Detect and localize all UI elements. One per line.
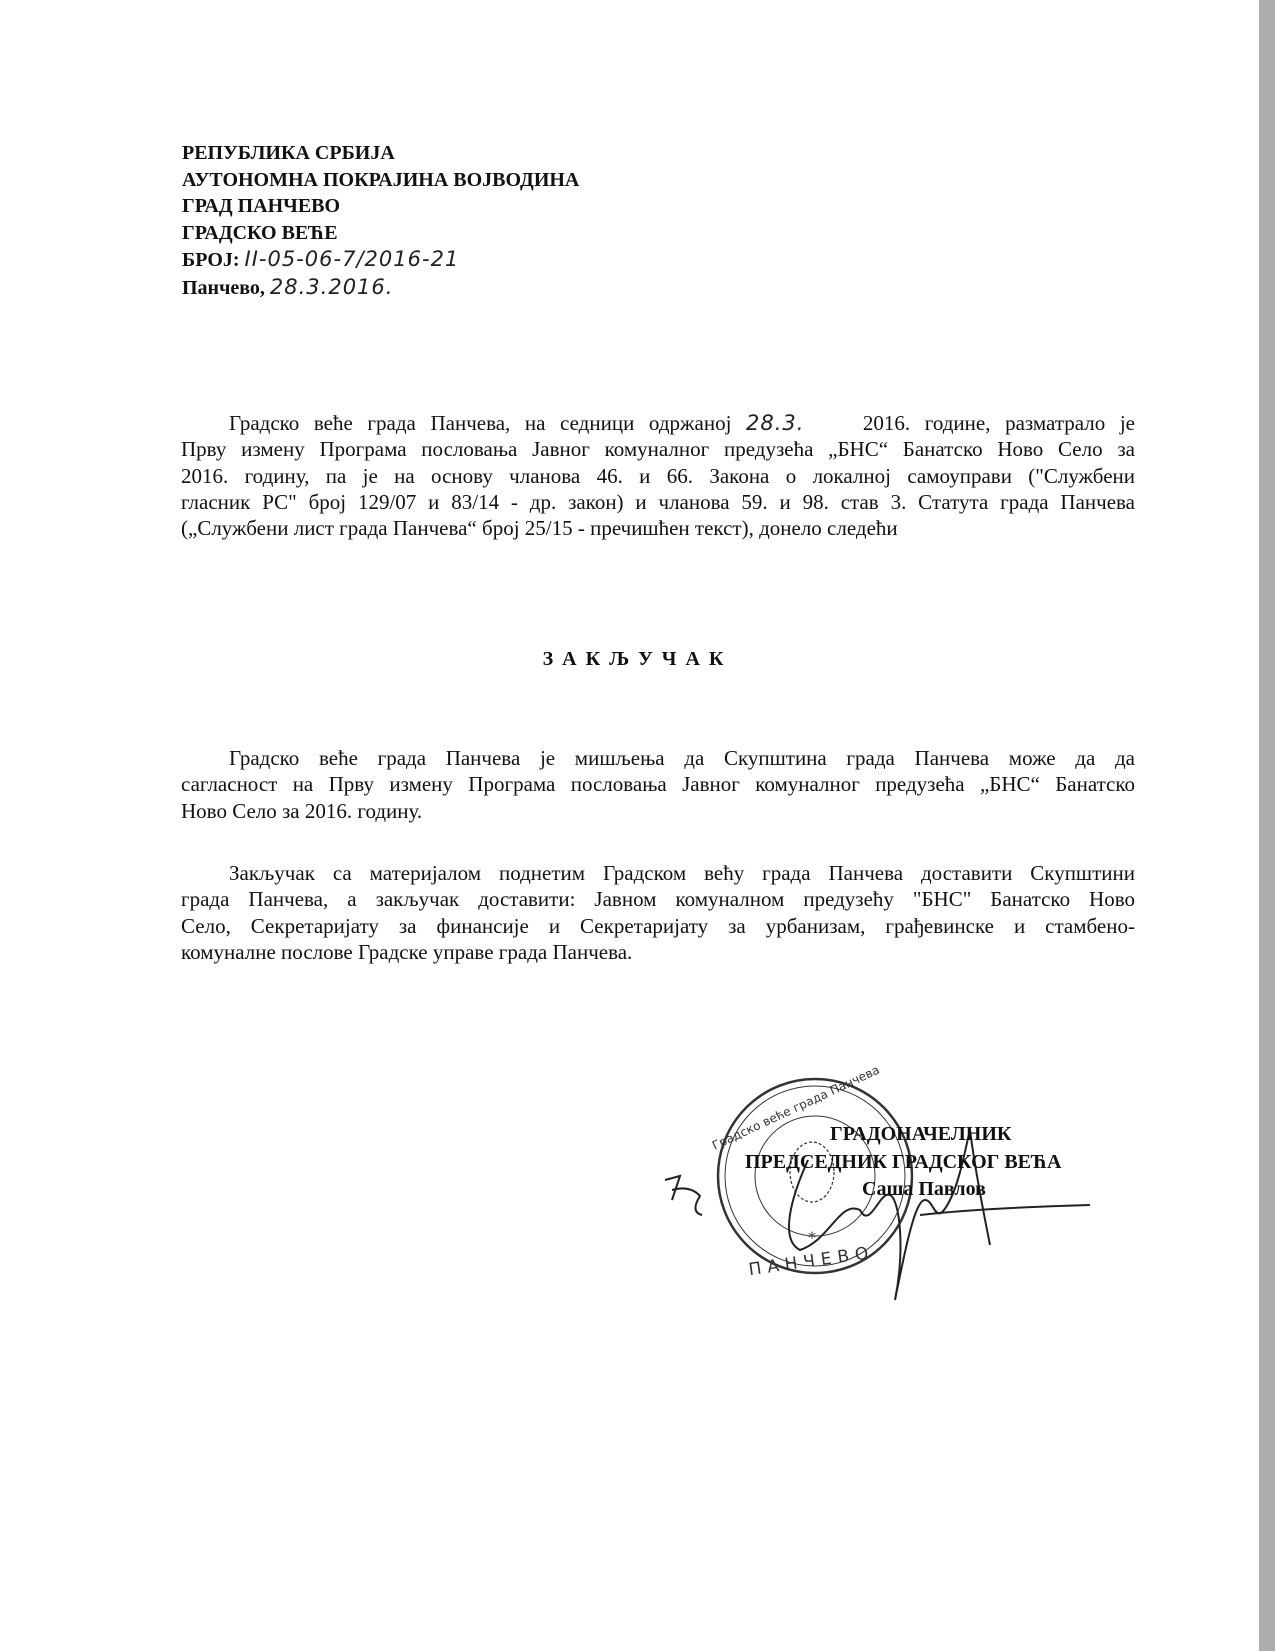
handwritten-number: II-05-06-7/2016-21 [244,247,460,271]
header-line: РЕПУБЛИКА СРБИЈА [182,142,395,164]
stamp-outer-text: Градско веће града Панчева [709,1062,882,1153]
paragraph-line: града Панчева, а закључак доставити: Јавном комуналном предузећу "БНС" Банатско Ново [181,887,1135,912]
handwritten-date: 28.3.2016. [269,274,394,299]
handwritten-session-date: 28.3. [746,411,805,435]
paragraph-line: Градско веће града Панчева, на седници одржаној 28.3. 2016. године, разматрало је [229,411,1136,435]
paragraph-line: 2016. годину, па је на основу чланова 46. и 66. Закона о локалној самоуправи ("Службени [181,463,1135,488]
place-label: Панчево, [182,276,265,299]
paragraph-line: Ново Село за 2016. годину. [181,798,423,823]
svg-text:*: * [808,1228,816,1247]
paragraph-line: сагласност на Прву измену Програма пословања Јавног комуналног предузећа „БНС“ Банатско [181,772,1135,797]
paragraph-line: Закључак са материјалом поднетим Градском већу града Панчева доставити Скупштини [229,861,1135,885]
paragraph-line: комуналне послове Градске управе града Панчева. [181,939,633,964]
signatory-name: Саша Павлов [862,1178,986,1200]
paragraph-line: („Службени лист града Панчева“ број 25/15 - пречишћен текст), донело следећи [181,516,898,541]
paragraph-line: Село, Секретаријату за финансије и Секретаријату за урбанизам, грађевинске и стамбено- [181,913,1135,938]
signatory-role: ПРЕДСЕДНИК ГРАДСКОГ ВЕЋА [745,1151,1062,1173]
stamp-bottom-text: ПАНЧЕВО [747,1242,876,1281]
paragraph-line: Прву измену Програма пословања Јавног комуналног предузећа „БНС“ Банатско Ново Село за [181,437,1135,462]
header-line: АУТОНОМНА ПОКРАЈИНА ВОЈВОДИНА [182,168,580,191]
number-label: БРОЈ: [182,249,240,271]
document-title: ЗАКЉУЧАК [542,648,733,670]
paragraph-line: Градско веће града Панчева је мишљења да Скупштина града Панчева може да да [229,746,1135,770]
header-line: ГРАД ПАНЧЕВО [182,195,341,217]
header-line: ГРАДСКО ВЕЋЕ [182,221,338,244]
signatory-title: ГРАДОНАЧЕЛНИК [830,1123,1012,1145]
paragraph-line: гласник РС" број 129/07 и 83/14 - др. закон) и чланова 59. и 98. став 3. Статута града Панчева [181,489,1135,514]
